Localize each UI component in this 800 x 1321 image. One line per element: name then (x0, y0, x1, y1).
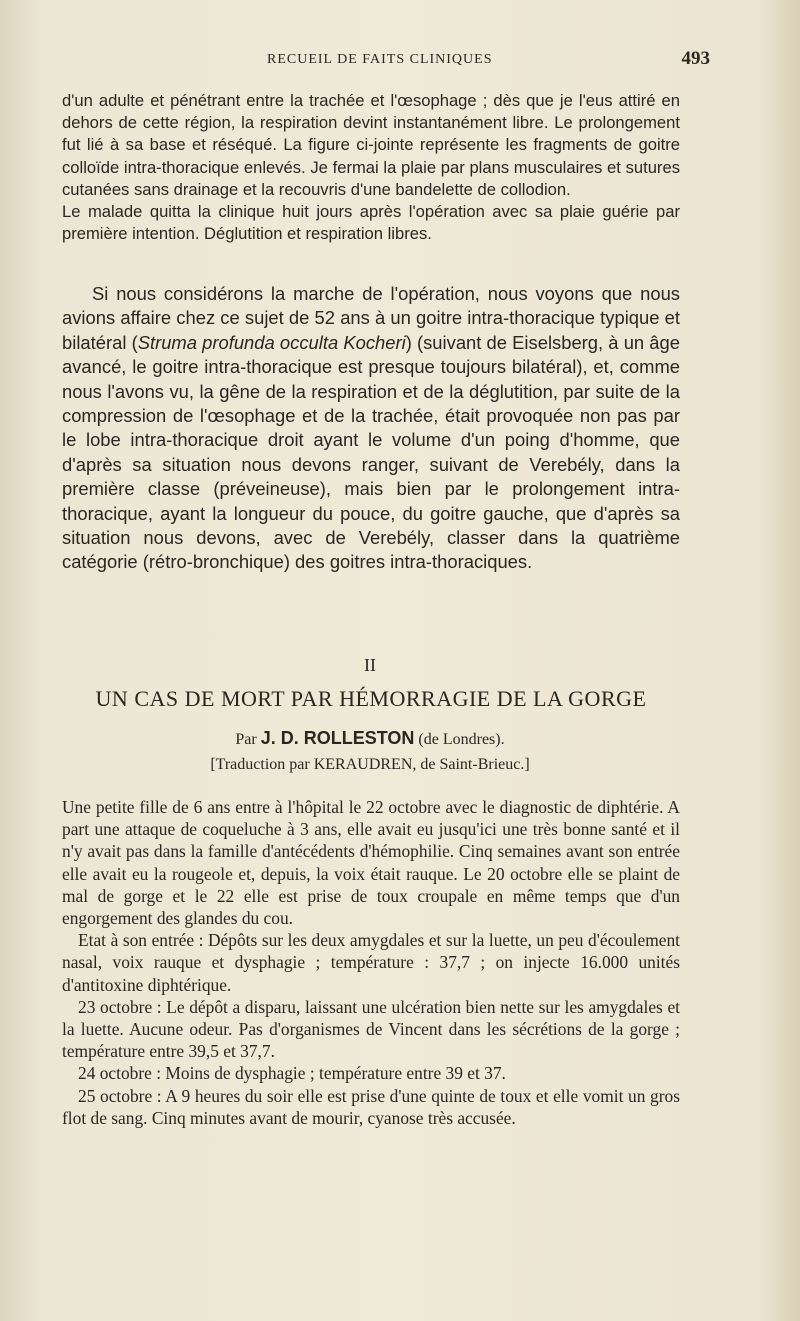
continued-case-text (62, 90, 680, 245)
running-title: RECUEIL DE FAITS CLINIQUES (267, 52, 493, 67)
paragraph: 25 octobre : A 9 heures du soir elle est prise d'une quinte de toux et elle vomit un gros flot de sang. Cinq minutes avant de mourir, cyanose très accusée. (62, 1085, 680, 1128)
paragraph: 24 octobre : Moins de dysphagie ; température entre 39 et 37. (78, 1063, 506, 1084)
byline (0, 728, 740, 749)
paragraph: Le malade quitta la clinique huit jours après l'opération avec sa plaie guérie par première intention. Déglutition et respiration libres. (62, 202, 680, 244)
page-number: 493 (681, 48, 710, 69)
section-number: II (364, 655, 376, 675)
byline-prefix: Par (235, 731, 261, 748)
byline-suffix: (de Londres). (414, 731, 505, 748)
paragraph: Une petite fille de 6 ans entre à l'hôpital le 22 octobre avec le diagnostic de diphtérie. A part une attaque de coqueluche à 3 ans, elle avait eu jusqu'ici une très bonne santé et il n'y avait pas dans la famille d'antécédents d'hémophilie. Cinq semaines avant son entrée elle avait eu la rougeole et, depuis, la voix était rauque. Le 20 octobre elle se plaint de mal de gorge et le 22 elle est prise de toux croupale en même temps que d'un engorgement des glandes du cou. (62, 797, 680, 929)
paragraph: 23 octobre : Le dépôt a disparu, laissant une ulcération bien nette sur les amygdales et la luette. Aucune odeur. Pas d'organismes de Vincent dans les sécrétions de la gorge ; température entre 39,5 et 37,7. (62, 996, 680, 1062)
page-header (62, 48, 710, 72)
discussion-text (62, 282, 680, 575)
case-report-text (62, 796, 680, 1129)
paragraph (62, 282, 680, 575)
paragraph: d'un adulte et pénétrant entre la trachée et l'œsophage ; dès que je l'eus attiré en dehors de cette région, la respiration devint instantanément libre. Le prolongement fut lié à sa base et réséqué. La figure ci-jointe représente les fragments de goitre colloïde intra-thoracique enlevés. Je fermai la plaie par plans musculaires et sutures cutanées sans drainage et la recouvris d'une bandelette de collodion. (62, 91, 680, 199)
translation-credit: [Traduction par KERAUDREN, de Saint-Brieuc.] (210, 756, 530, 773)
paragraph: Etat à son entrée : Dépôts sur les deux amygdales et sur la luette, un peu d'écoulement nasal, voix rauque et dysphagie ; température : 37,7 ; on injecte 16.000 unités d'antitoxine diphtérique. (62, 930, 680, 995)
article-title: UN CAS DE MORT PAR HÉMORRAGIE DE LA GORGE (95, 686, 647, 711)
author-name: J. D. ROLLESTON (260, 728, 415, 748)
text-run: ) (suivant de Eiselsberg, à un âge avancé, le goitre intra-thoracique est presque toujours bilatéral), et, comme nous l'avons vu, la gêne de la respiration et de la déglutition, par suite de la compression de l'œsophage et de la trachée, était provoquée non pas par le lobe intra-thoracique droit ayant le volume d'un poing d'homme, que d'après sa situation nous devons ranger, suivant de Verebély, dans la première classe (préveineuse), mais bien par le prolongement intra-thoracique, ayant la longueur du pouce, du goitre gauche, que d'après sa situation nous devons, avec de Verebély, classer dans la quatrième catégorie (rétro-bronchique) des goitres intra-thoraciques. (62, 331, 680, 573)
text-run: Si nous considérons la marche de l'opération, nous voyons que nous avions affaire chez ce sujet de 52 ans à un goitre intra-thoracique typique et bilatéral ( (62, 283, 680, 353)
latin-term: Struma profunda occulta Kocheri (137, 331, 406, 353)
